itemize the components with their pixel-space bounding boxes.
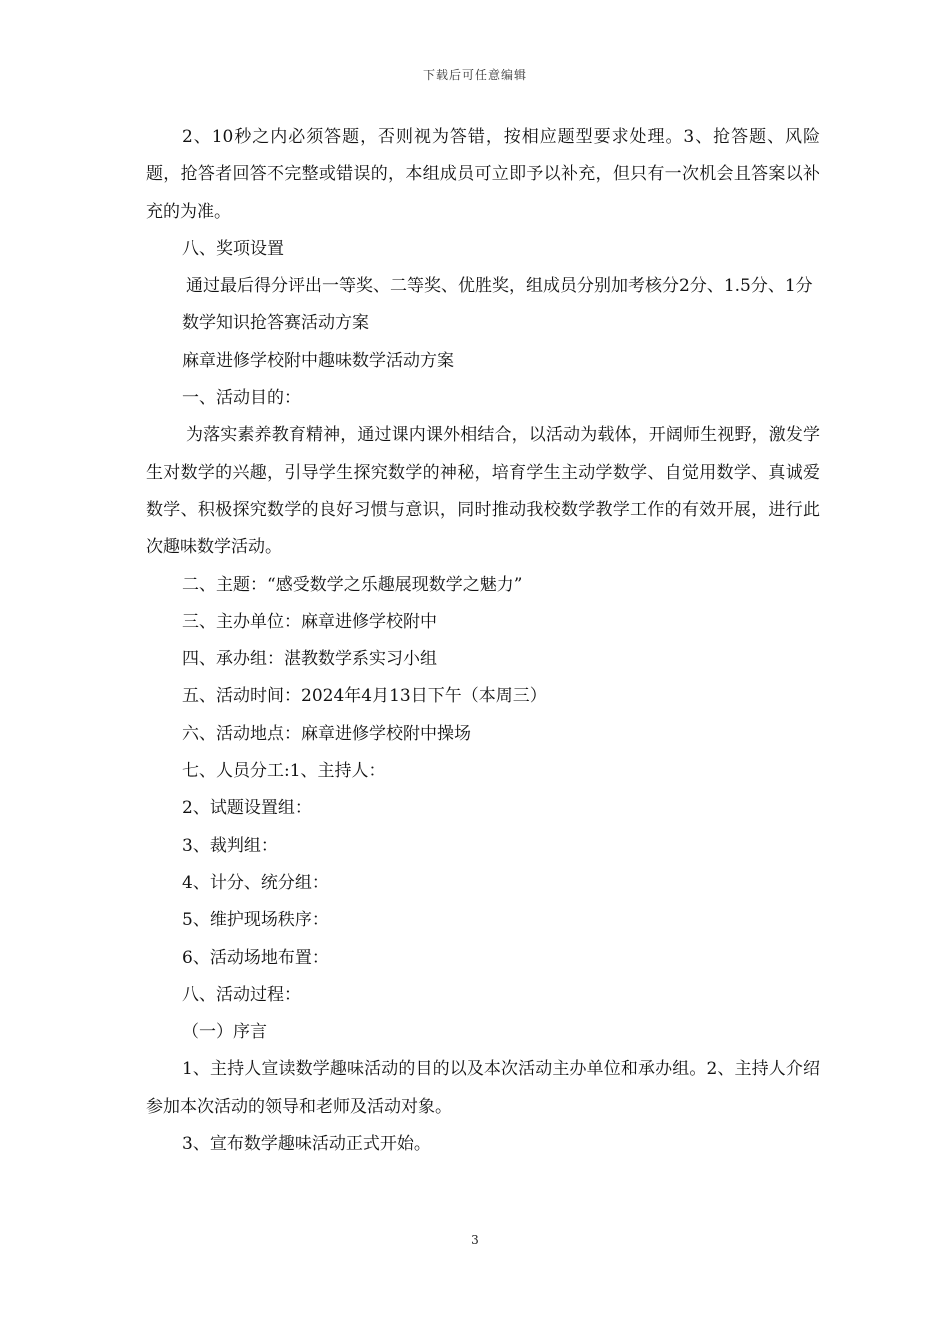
document-body (146, 119, 820, 1163)
title-quiz-plan: 数学知识抢答赛活动方案 (182, 313, 369, 334)
item-theme: 二、主题：“感受数学之乐趣展现数学之魅力” (182, 574, 523, 595)
item-undertaker: 四、承办组：湛教数学系实习小组 (182, 649, 437, 670)
heading-awards: 八、奖项设置 (182, 238, 284, 259)
page-header-note: 下载后可任意编辑 (422, 68, 527, 82)
paragraph-host-intro: 1、主持人宣读数学趣味活动的目的以及本次活动主办单位和承办组。2、主持人介绍参加本次活动的领导和老师及活动对象。 (146, 1059, 820, 1117)
item-time: 五、活动时间：2024年4月13日下午（本周三） (182, 686, 547, 707)
item-location: 六、活动地点：麻章进修学校附中操场 (182, 723, 471, 744)
item-judge-group: 3、裁判组： (182, 835, 278, 856)
title-activity-plan: 麻章进修学校附中趣味数学活动方案 (182, 350, 454, 371)
paragraph-answer-rules: 2、10秒之内必须答题，否则视为答错，按相应题型要求处理。3、抢答题、风险题，抢答者回答不完整或错误的，本组成员可立即予以补充，但只有一次机会且答案以补充的为准。 (146, 127, 820, 222)
paragraph-purpose: 为落实素养教育精神，通过课内课外相结合，以活动为载体，开阔师生视野，激发学生对数学的兴趣，引导学生探究数学的神秘，培育学生主动学数学、自觉用数学、真诚爱数学、积极探究数学的良好习惯与意识，同时推动我校数学教学工作的有效开展，进行此次趣味数学活动。 (146, 425, 820, 558)
item-venue-setup: 6、活动场地布置： (182, 947, 329, 968)
paragraph-awards: 通过最后得分评出一等奖、二等奖、优胜奖，组成员分别加考核分2分、1.5分、1分 (186, 276, 813, 297)
page-number: 3 (471, 1233, 479, 1247)
heading-preface: （一）序言 (182, 1022, 267, 1043)
item-question-group: 2、试题设置组： (182, 798, 312, 819)
heading-purpose: 一、活动目的： (182, 388, 301, 409)
paragraph-start: 3、宣布数学趣味活动正式开始。 (182, 1134, 431, 1155)
item-staff: 七、人员分工:1、主持人： (182, 761, 386, 782)
heading-process: 八、活动过程： (182, 984, 301, 1005)
item-order: 5、维护现场秩序： (182, 910, 329, 931)
item-scoring-group: 4、计分、统分组： (182, 872, 329, 893)
item-organizer: 三、主办单位：麻章进修学校附中 (182, 611, 437, 632)
